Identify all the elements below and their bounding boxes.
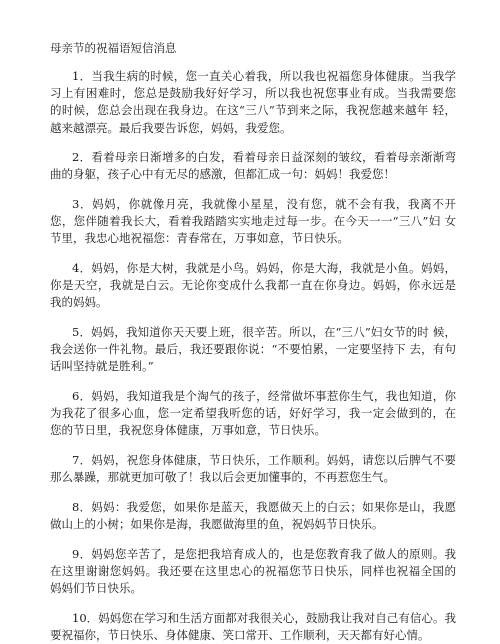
paragraph-8: 8．妈妈：我爱您，如果你是蓝天，我愿做天上的白云；如果你是山，我愿 做山上的小树；如果你是海，我愿做海里的鱼，祝妈妈节日快乐。 (50, 499, 456, 531)
paragraph-7: 7．妈妈，祝您身体健康，节日快乐，工作顺利。妈妈，请您以后脾气不要 那么暴躁，那就更加可敬了！我以后会更加懂事的，不再惹您生气。 (50, 453, 456, 485)
paragraph-9: 9．妈妈您辛苦了，是您把我培育成人的，也是您教育我了做人的原则。我 在这里谢谢您妈妈。我还要在这里忠心的祝福您节日快乐，同样也祝福全国的 妈妈们节日快乐。 (50, 546, 456, 595)
paragraph-10: 10．妈妈您在学习和生活方面都对我很关心，鼓励我让我对自己有信心。我要祝福你，节日快乐、身体健康、笑口常开、工作顺利，天天都有好心情。 (50, 610, 456, 642)
paragraph-6: 6．妈妈，我知道我是个淘气的孩子，经常做坏事惹你生气，我也知道，你 为我花了很多心血，您一定希望我听您的话，好好学习，我一定会做到的，在 您的节日里，我祝您身体健康，万事如意，节日快乐。 (50, 389, 456, 438)
paragraph-2: 2．看着母亲日渐增多的白发，看着母亲日益深刻的皱纹，看着母亲渐渐弯 曲的身躯，孩子心中有无尽的感激，但都汇成一句：妈妈！我爱您！ (50, 150, 456, 182)
paragraph-4: 4．妈妈，你是大树，我就是小鸟。妈妈，你是大海，我就是小鱼。妈妈，你是天空，我就是白云。无论你变成什么我都一直在你身边。妈妈，你永远是 我的妈妈。 (50, 261, 456, 310)
paragraph-1: 1．当我生病的时候，您一直关心着我，所以我也祝福您身体健康。当我学 习上有困难时，您总是鼓励我好好学习，所以我也祝您事业有成。当我需要您 的时候，您总会出现在我身边。在这“三八”节到来之际，我祝您越来越年 轻，越来越漂亮。最后我要告诉您，妈妈，我爱您。 (50, 69, 456, 135)
document-title: 母亲节的祝福语短信消息 (50, 41, 177, 55)
paragraph-5: 5．妈妈，我知道你天天要上班，很辛苦。所以，在“三八”妇女节的时 候，我会送你一件礼物。最后，我还要跟你说：“不要怕累，一定要坚持下 去，有句话叫坚持就是胜利。” (50, 325, 456, 374)
paragraph-3: 3．妈妈，你就像月亮，我就像小星星，没有您，就不会有我，我离不开您，您伴随着我长大，看着我踏踏实实地走过每一步。在今天一一“三八”妇 女节里，我忠心地祝福您：青春常在，万事如意，节日快乐。 (50, 197, 456, 246)
